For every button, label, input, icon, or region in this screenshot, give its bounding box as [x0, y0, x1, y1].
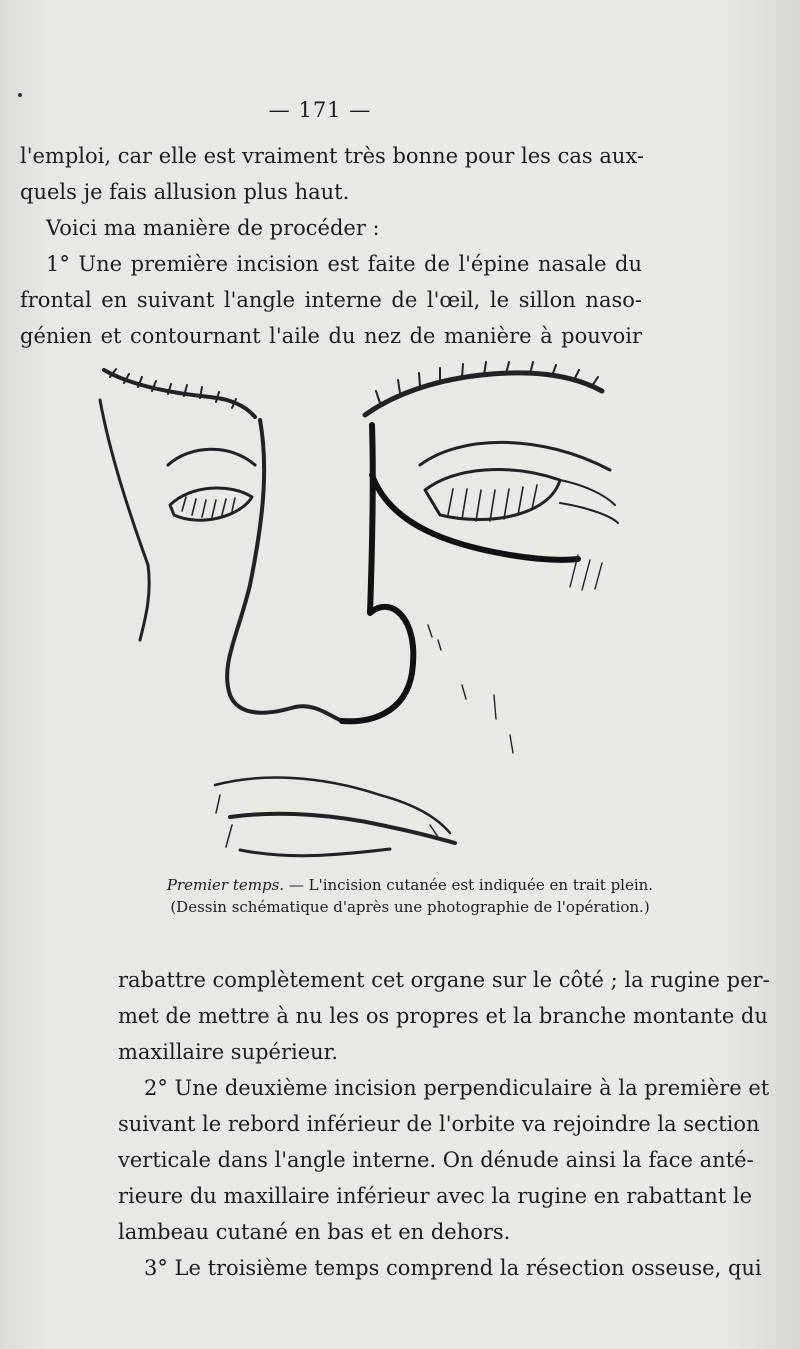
eye-left-lid: [168, 449, 255, 465]
text-line: quels je fais allusion plus haut.: [20, 180, 350, 204]
nostril-left: [230, 695, 342, 721]
upper-lip: [215, 778, 450, 833]
text-line: l'emploi, car elle est vraiment très bonne pour les cas aux-: [20, 144, 644, 168]
figure-caption: [100, 874, 720, 918]
cheek-shading: [428, 555, 602, 753]
caption-label: Premier temps.: [166, 876, 285, 894]
eyebrow-right: [365, 373, 602, 415]
text-line: Voici ma manière de procéder :: [46, 216, 380, 240]
text-line: rieure du maxillaire inférieur avec la rugine en rabattant le: [118, 1184, 752, 1208]
caption-text: — L'incision cutanée est indiquée en trait plein.: [284, 876, 654, 894]
eye-right-folds: [560, 480, 618, 523]
face-illustration: [90, 355, 630, 865]
text-line: génien et contournant l'aile du nez de manière à pouvoir: [20, 324, 642, 348]
text-line: met de mettre à nu les os propres et la branche montante du: [118, 1004, 768, 1028]
face-contour: [100, 400, 149, 640]
eye-right-lid: [420, 442, 610, 470]
mouth-line: [230, 814, 455, 843]
paragraph-bottom: [118, 962, 770, 1286]
text-line: verticale dans l'angle interne. On dénude ainsi la face anté-: [118, 1148, 754, 1172]
lower-lip: [240, 849, 390, 856]
text-line: 1° Une première incision est faite de l'épine nasale du: [46, 252, 642, 276]
eye-right-lashes: [448, 485, 537, 521]
eye-left: [170, 488, 252, 520]
eyebrow-left-hairs: [110, 369, 236, 408]
paragraph-top: [20, 138, 642, 354]
page-number: — 171 —: [268, 98, 372, 122]
text-line: rabattre complètement cet organe sur le côté ; la rugine per-: [118, 968, 770, 992]
caption-line-1: [100, 874, 720, 896]
incision-line-vertical: [342, 425, 413, 721]
eye-right: [425, 470, 560, 520]
eyebrow-right-hairs: [376, 362, 598, 403]
text-line: frontal en suivant l'angle interne de l'œil, le sillon naso-: [20, 288, 642, 312]
nose-bridge-left: [227, 420, 264, 695]
ink-speck: [18, 93, 22, 97]
text-line: 3° Le troisième temps comprend la résection osseuse, qui: [144, 1256, 762, 1280]
caption-line-2: (Dessin schématique d'après une photographie de l'opération.): [170, 898, 650, 916]
text-line: suivant le rebord inférieur de l'orbite va rejoindre la section: [118, 1112, 760, 1136]
text-line: lambeau cutané en bas et en dehors.: [118, 1220, 511, 1244]
text-line: 2° Une deuxième incision perpendiculaire à la première et: [144, 1076, 770, 1100]
incision-drawing: [90, 355, 630, 865]
text-line: maxillaire supérieur.: [118, 1040, 339, 1064]
incision-line-orbital: [372, 475, 578, 560]
